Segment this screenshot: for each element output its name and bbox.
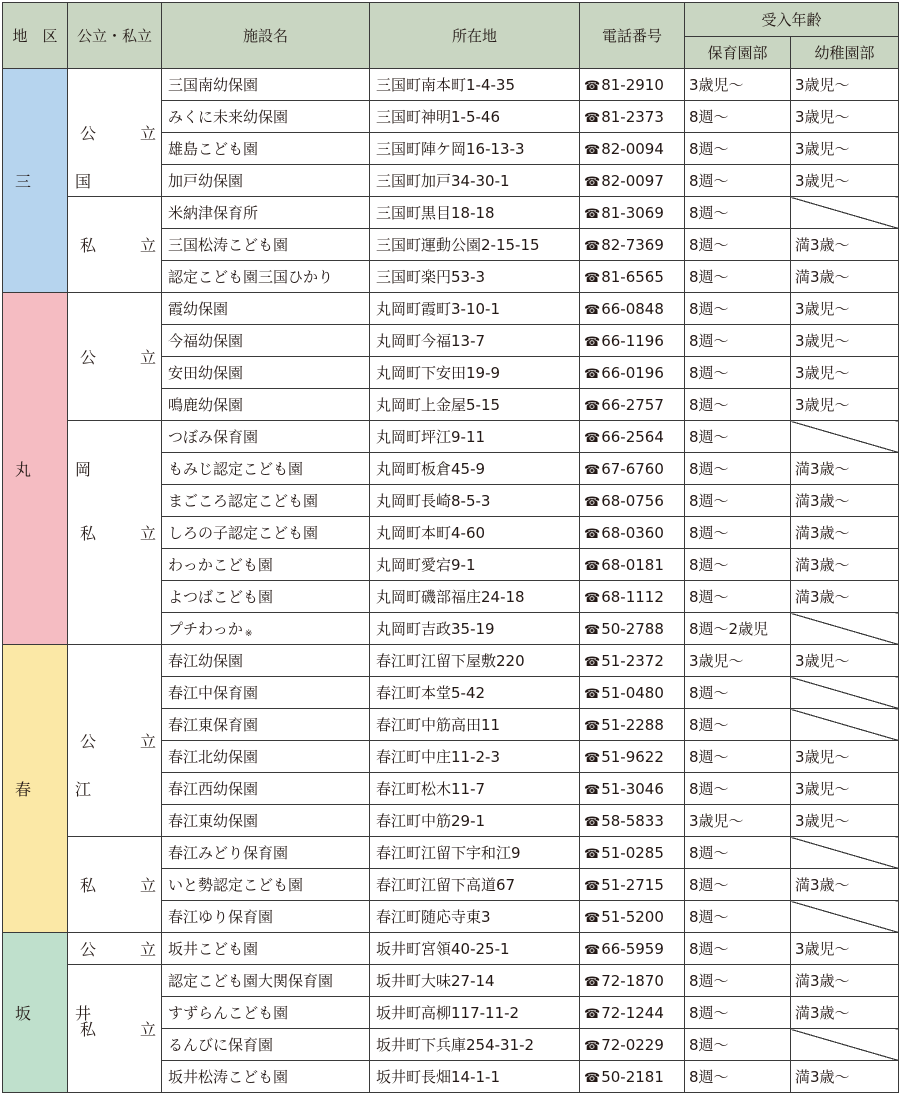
telephone-icon: ☎ — [584, 110, 601, 126]
address-cell: 丸岡町本町4-60 — [370, 517, 580, 549]
facility-name: もみじ認定こども園 — [168, 460, 304, 478]
telephone-icon: ☎ — [584, 142, 601, 158]
kinder-age-empty-cell — [791, 901, 899, 933]
facility-name-cell — [162, 581, 370, 613]
telephone-icon: ☎ — [584, 846, 601, 862]
phone-number: 51-0480 — [601, 683, 664, 702]
telephone-icon: ☎ — [584, 1038, 601, 1054]
telephone-icon: ☎ — [584, 654, 601, 670]
table-row — [3, 645, 899, 677]
nursery-age-cell: 8週～ — [685, 165, 791, 197]
nursery-age-cell: 8週～ — [685, 773, 791, 805]
nursery-age-cell: 8週～ — [685, 325, 791, 357]
header-region: 地 区 — [3, 3, 68, 69]
facility-name-cell — [162, 421, 370, 453]
facility-name-cell — [162, 517, 370, 549]
table-row — [3, 421, 899, 453]
facility-name: 春江みどり保育園 — [168, 844, 289, 862]
phone-number: 51-2372 — [601, 651, 664, 670]
telephone-icon: ☎ — [584, 526, 601, 542]
nursery-age-cell: 8週～ — [685, 485, 791, 517]
facility-name-cell — [162, 293, 370, 325]
nursery-age-cell: 8週～ — [685, 837, 791, 869]
address-cell: 春江町江留下屋敷220 — [370, 645, 580, 677]
facility-name-cell — [162, 549, 370, 581]
kinder-age-cell: 満3歳～ — [791, 997, 899, 1029]
facility-name-cell — [162, 229, 370, 261]
address-cell: 春江町江留下高道67 — [370, 869, 580, 901]
phone-cell — [580, 485, 685, 517]
header-age-group: 受入年齢 — [685, 3, 899, 37]
nursery-age-cell: 8週～ — [685, 357, 791, 389]
nursery-age-cell: 8週～ — [685, 549, 791, 581]
nursery-age-cell: 8週～ — [685, 709, 791, 741]
telephone-icon: ☎ — [584, 494, 601, 510]
facility-note-mark: ※ — [244, 629, 253, 639]
facility-name: 春江幼保園 — [168, 652, 244, 670]
facility-name: 安田幼保園 — [168, 364, 244, 382]
ownership-type-cell: 公 立 — [68, 645, 162, 837]
address-cell: 丸岡町今福13-7 — [370, 325, 580, 357]
table-row — [3, 965, 899, 997]
address-cell: 坂井町宮領40-25-1 — [370, 933, 580, 965]
nursery-age-cell: 8週～ — [685, 581, 791, 613]
kinder-age-cell: 3歳児～ — [791, 357, 899, 389]
address-cell: 三国町南本町1-4-35 — [370, 69, 580, 101]
facility-name-cell — [162, 485, 370, 517]
phone-number: 66-0196 — [601, 363, 664, 382]
facility-name: 春江東幼保園 — [168, 812, 259, 830]
address-cell: 三国町神明1-5-46 — [370, 101, 580, 133]
telephone-icon: ☎ — [584, 430, 601, 446]
telephone-icon: ☎ — [584, 1006, 601, 1022]
facility-name: よつばこども園 — [168, 588, 274, 606]
phone-number: 82-0097 — [601, 171, 664, 190]
telephone-icon: ☎ — [584, 814, 601, 830]
facility-name-cell — [162, 869, 370, 901]
region-cell: 春 江 — [3, 645, 68, 933]
facility-name: 鳴鹿幼保園 — [168, 396, 244, 414]
address-cell: 三国町楽円53-3 — [370, 261, 580, 293]
phone-cell — [580, 357, 685, 389]
ownership-type-cell: 公 立 — [68, 69, 162, 197]
table-row — [3, 293, 899, 325]
phone-number: 72-1244 — [601, 1003, 664, 1022]
phone-cell — [580, 805, 685, 837]
facility-name-cell — [162, 325, 370, 357]
phone-number: 72-0229 — [601, 1035, 664, 1054]
address-cell: 三国町陣ケ岡16-13-3 — [370, 133, 580, 165]
address-cell: 丸岡町上金屋5-15 — [370, 389, 580, 421]
facility-name-cell — [162, 165, 370, 197]
phone-number: 68-0756 — [601, 491, 664, 510]
phone-number: 51-0285 — [601, 843, 664, 862]
facility-name: 坂井こども園 — [168, 940, 259, 958]
facility-name-cell — [162, 261, 370, 293]
region-cell: 丸 岡 — [3, 293, 68, 645]
nursery-age-cell: 8週～ — [685, 101, 791, 133]
phone-number: 66-5959 — [601, 939, 664, 958]
header-phone: 電話番号 — [580, 3, 685, 69]
phone-cell — [580, 389, 685, 421]
address-cell: 丸岡町坪江9-11 — [370, 421, 580, 453]
kinder-age-cell: 満3歳～ — [791, 869, 899, 901]
nursery-age-cell: 8週～ — [685, 453, 791, 485]
nursery-age-cell: 8週～ — [685, 741, 791, 773]
facility-name: いと勢認定こども園 — [168, 876, 304, 894]
facility-name: 加戸幼保園 — [168, 172, 244, 190]
phone-cell — [580, 869, 685, 901]
facility-name-cell — [162, 1029, 370, 1061]
phone-cell — [580, 901, 685, 933]
telephone-icon: ☎ — [584, 1070, 601, 1086]
kinder-age-cell: 3歳児～ — [791, 741, 899, 773]
phone-number: 66-0848 — [601, 299, 664, 318]
address-cell: 坂井町高柳117-11-2 — [370, 997, 580, 1029]
phone-cell — [580, 165, 685, 197]
kinder-age-empty-cell — [791, 421, 899, 453]
telephone-icon: ☎ — [584, 462, 601, 478]
ownership-type-cell: 私 立 — [68, 965, 162, 1093]
telephone-icon: ☎ — [584, 878, 601, 894]
nursery-age-cell: 8週～ — [685, 517, 791, 549]
phone-cell — [580, 453, 685, 485]
facility-name-cell — [162, 1061, 370, 1093]
nursery-age-cell: 8週～ — [685, 261, 791, 293]
facility-name-cell — [162, 997, 370, 1029]
phone-cell — [580, 549, 685, 581]
address-cell: 丸岡町板倉45-9 — [370, 453, 580, 485]
phone-cell — [580, 325, 685, 357]
kinder-age-empty-cell — [791, 613, 899, 645]
facility-name-cell — [162, 805, 370, 837]
kinder-age-cell: 満3歳～ — [791, 261, 899, 293]
address-cell: 丸岡町下安田19-9 — [370, 357, 580, 389]
telephone-icon: ☎ — [584, 238, 601, 254]
nursery-age-cell: 8週～ — [685, 197, 791, 229]
kinder-age-cell: 3歳児～ — [791, 773, 899, 805]
kinder-age-cell: 満3歳～ — [791, 581, 899, 613]
ownership-type-cell: 公 立 — [68, 293, 162, 421]
address-cell: 春江町江留下宇和江9 — [370, 837, 580, 869]
phone-cell — [580, 69, 685, 101]
phone-cell — [580, 197, 685, 229]
nursery-age-cell: 8週～ — [685, 869, 791, 901]
phone-number: 81-3069 — [601, 203, 664, 222]
address-cell: 坂井町大味27-14 — [370, 965, 580, 997]
telephone-icon: ☎ — [584, 366, 601, 382]
kinder-age-cell: 満3歳～ — [791, 1061, 899, 1093]
phone-number: 81-6565 — [601, 267, 664, 286]
kinder-age-empty-cell — [791, 709, 899, 741]
facility-name-cell — [162, 645, 370, 677]
facility-name: 米納津保育所 — [168, 204, 259, 222]
address-cell: 坂井町長畑14-1-1 — [370, 1061, 580, 1093]
ownership-type-cell: 私 立 — [68, 837, 162, 933]
facility-table-body — [3, 69, 899, 1093]
kinder-age-cell: 3歳児～ — [791, 293, 899, 325]
table-row — [3, 837, 899, 869]
facility-name: 春江東保育園 — [168, 716, 259, 734]
facility-table — [2, 2, 899, 1093]
table-row — [3, 197, 899, 229]
ownership-type-cell: 公 立 — [68, 933, 162, 965]
phone-number: 68-0360 — [601, 523, 664, 542]
facility-name-cell — [162, 837, 370, 869]
kinder-age-cell: 3歳児～ — [791, 133, 899, 165]
telephone-icon: ☎ — [584, 622, 601, 638]
address-cell: 春江町中筋29-1 — [370, 805, 580, 837]
nursery-age-cell: 3歳児～ — [685, 69, 791, 101]
facility-name-cell — [162, 133, 370, 165]
phone-cell — [580, 293, 685, 325]
header-address: 所在地 — [370, 3, 580, 69]
facility-name: みくに未来幼保園 — [168, 108, 289, 126]
phone-number: 50-2181 — [601, 1067, 664, 1086]
phone-cell — [580, 581, 685, 613]
kinder-age-cell: 3歳児～ — [791, 933, 899, 965]
telephone-icon: ☎ — [584, 718, 601, 734]
facility-name: 坂井松涛こども園 — [168, 1068, 289, 1086]
phone-cell — [580, 965, 685, 997]
facility-name: プチわっか — [168, 620, 243, 638]
nursery-age-cell: 8週～ — [685, 677, 791, 709]
facility-name-cell — [162, 965, 370, 997]
table-row — [3, 69, 899, 101]
nursery-age-cell: 8週～ — [685, 933, 791, 965]
phone-cell — [580, 933, 685, 965]
phone-cell — [580, 229, 685, 261]
phone-number: 58-5833 — [601, 811, 664, 830]
facility-name: 霞幼保園 — [168, 300, 229, 318]
nursery-age-cell: 8週～ — [685, 293, 791, 325]
facility-name: 春江ゆり保育園 — [168, 908, 274, 926]
kinder-age-empty-cell — [791, 837, 899, 869]
facility-name: つぼみ保育園 — [168, 428, 259, 446]
kinder-age-empty-cell — [791, 197, 899, 229]
phone-cell — [580, 613, 685, 645]
ownership-type-cell: 私 立 — [68, 421, 162, 645]
phone-number: 81-2910 — [601, 75, 664, 94]
phone-number: 51-3046 — [601, 779, 664, 798]
header-kinder: 幼稚園部 — [791, 37, 899, 69]
kinder-age-empty-cell — [791, 677, 899, 709]
header-nursery: 保育園部 — [685, 37, 791, 69]
telephone-icon: ☎ — [584, 334, 601, 350]
phone-cell — [580, 1029, 685, 1061]
facility-name: 春江北幼保園 — [168, 748, 259, 766]
phone-number: 68-0181 — [601, 555, 664, 574]
phone-number: 81-2373 — [601, 107, 664, 126]
facility-name: るんびに保育園 — [168, 1036, 274, 1054]
telephone-icon: ☎ — [584, 942, 601, 958]
kinder-age-cell: 満3歳～ — [791, 517, 899, 549]
kinder-age-cell: 3歳児～ — [791, 165, 899, 197]
kinder-age-cell: 3歳児～ — [791, 101, 899, 133]
address-cell: 春江町随応寺東3 — [370, 901, 580, 933]
facility-name-cell — [162, 389, 370, 421]
phone-cell — [580, 773, 685, 805]
telephone-icon: ☎ — [584, 686, 601, 702]
nursery-age-cell: 8週～ — [685, 901, 791, 933]
phone-cell — [580, 837, 685, 869]
facility-name: 春江中保育園 — [168, 684, 259, 702]
address-cell: 丸岡町霞町3-10-1 — [370, 293, 580, 325]
nursery-age-cell: 8週～ — [685, 389, 791, 421]
nursery-age-cell: 8週～ — [685, 1061, 791, 1093]
telephone-icon: ☎ — [584, 302, 601, 318]
address-cell: 三国町運動公園2-15-15 — [370, 229, 580, 261]
telephone-icon: ☎ — [584, 974, 601, 990]
nursery-age-cell: 8週～ — [685, 965, 791, 997]
facility-name-cell — [162, 101, 370, 133]
facility-name-cell — [162, 773, 370, 805]
phone-cell — [580, 517, 685, 549]
facility-name: 雄島こども園 — [168, 140, 259, 158]
phone-cell — [580, 645, 685, 677]
telephone-icon: ☎ — [584, 750, 601, 766]
header-facility-name: 施設名 — [162, 3, 370, 69]
nursery-age-cell: 8週～ — [685, 421, 791, 453]
address-cell: 春江町中筋高田11 — [370, 709, 580, 741]
kinder-age-cell: 満3歳～ — [791, 229, 899, 261]
telephone-icon: ☎ — [584, 174, 601, 190]
kinder-age-cell: 満3歳～ — [791, 549, 899, 581]
telephone-icon: ☎ — [584, 910, 601, 926]
facility-name-cell — [162, 933, 370, 965]
kinder-age-cell: 3歳児～ — [791, 389, 899, 421]
address-cell: 三国町加戸34-30-1 — [370, 165, 580, 197]
facility-name-cell — [162, 453, 370, 485]
facility-name-cell — [162, 901, 370, 933]
phone-cell — [580, 421, 685, 453]
nursery-age-cell: 8週～ — [685, 1029, 791, 1061]
facility-name-cell — [162, 741, 370, 773]
facility-name-cell — [162, 613, 370, 645]
phone-number: 51-9622 — [601, 747, 664, 766]
nursery-age-cell: 3歳児～ — [685, 645, 791, 677]
phone-number: 51-5200 — [601, 907, 664, 926]
kinder-age-cell: 満3歳～ — [791, 453, 899, 485]
address-cell: 丸岡町長崎8-5-3 — [370, 485, 580, 517]
facility-name: すずらんこども園 — [168, 1004, 289, 1022]
ownership-type-cell: 私 立 — [68, 197, 162, 293]
address-cell: 春江町松木11-7 — [370, 773, 580, 805]
facility-name: 認定こども園三国ひかり — [168, 268, 334, 286]
facility-name: 三国南幼保園 — [168, 76, 259, 94]
address-cell: 春江町本堂5-42 — [370, 677, 580, 709]
telephone-icon: ☎ — [584, 270, 601, 286]
facility-name: わっかこども園 — [168, 556, 273, 574]
phone-number: 51-2715 — [601, 875, 664, 894]
phone-cell — [580, 101, 685, 133]
phone-number: 66-1196 — [601, 331, 664, 350]
facility-name-cell — [162, 677, 370, 709]
region-cell: 三 国 — [3, 69, 68, 293]
kinder-age-cell: 満3歳～ — [791, 965, 899, 997]
phone-number: 82-7369 — [601, 235, 664, 254]
kinder-age-cell: 3歳児～ — [791, 805, 899, 837]
region-cell: 坂 井 — [3, 933, 68, 1093]
phone-number: 66-2757 — [601, 395, 664, 414]
telephone-icon: ☎ — [584, 206, 601, 222]
kinder-age-cell: 3歳児～ — [791, 325, 899, 357]
telephone-icon: ☎ — [584, 398, 601, 414]
phone-cell — [580, 1061, 685, 1093]
phone-cell — [580, 997, 685, 1029]
telephone-icon: ☎ — [584, 590, 601, 606]
address-cell: 三国町黒目18-18 — [370, 197, 580, 229]
table-row — [3, 933, 899, 965]
nursery-age-cell: 3歳児～ — [685, 805, 791, 837]
address-cell: 丸岡町吉政35-19 — [370, 613, 580, 645]
kinder-age-cell: 3歳児～ — [791, 645, 899, 677]
phone-cell — [580, 677, 685, 709]
phone-number: 68-1112 — [601, 587, 664, 606]
phone-number: 72-1870 — [601, 971, 664, 990]
phone-number: 67-6760 — [601, 459, 664, 478]
phone-cell — [580, 261, 685, 293]
facility-name-cell — [162, 357, 370, 389]
phone-number: 66-2564 — [601, 427, 664, 446]
address-cell: 春江町中庄11-2-3 — [370, 741, 580, 773]
phone-number: 51-2288 — [601, 715, 664, 734]
telephone-icon: ☎ — [584, 558, 601, 574]
facility-name: 三国松涛こども園 — [168, 236, 289, 254]
phone-cell — [580, 709, 685, 741]
facility-name: 今福幼保園 — [168, 332, 244, 350]
phone-number: 82-0094 — [601, 139, 664, 158]
facility-name: 認定こども園大関保育園 — [168, 972, 334, 990]
facility-name: しろの子認定こども園 — [168, 524, 319, 542]
telephone-icon: ☎ — [584, 782, 601, 798]
phone-cell — [580, 133, 685, 165]
kinder-age-cell: 3歳児～ — [791, 69, 899, 101]
kinder-age-cell: 満3歳～ — [791, 485, 899, 517]
nursery-age-cell: 8週～ — [685, 133, 791, 165]
nursery-age-cell: 8週～2歳児 — [685, 613, 791, 645]
nursery-age-cell: 8週～ — [685, 229, 791, 261]
telephone-icon: ☎ — [584, 78, 601, 94]
header-type: 公立・私立 — [68, 3, 162, 69]
phone-number: 50-2788 — [601, 619, 664, 638]
facility-name-cell — [162, 197, 370, 229]
phone-cell — [580, 741, 685, 773]
address-cell: 丸岡町磯部福庄24-18 — [370, 581, 580, 613]
facility-name: 春江西幼保園 — [168, 780, 259, 798]
address-cell: 丸岡町愛宕9-1 — [370, 549, 580, 581]
facility-name-cell — [162, 69, 370, 101]
facility-name-cell — [162, 709, 370, 741]
facility-name: まごころ認定こども園 — [168, 492, 319, 510]
kinder-age-empty-cell — [791, 1029, 899, 1061]
address-cell: 坂井町下兵庫254-31-2 — [370, 1029, 580, 1061]
nursery-age-cell: 8週～ — [685, 997, 791, 1029]
